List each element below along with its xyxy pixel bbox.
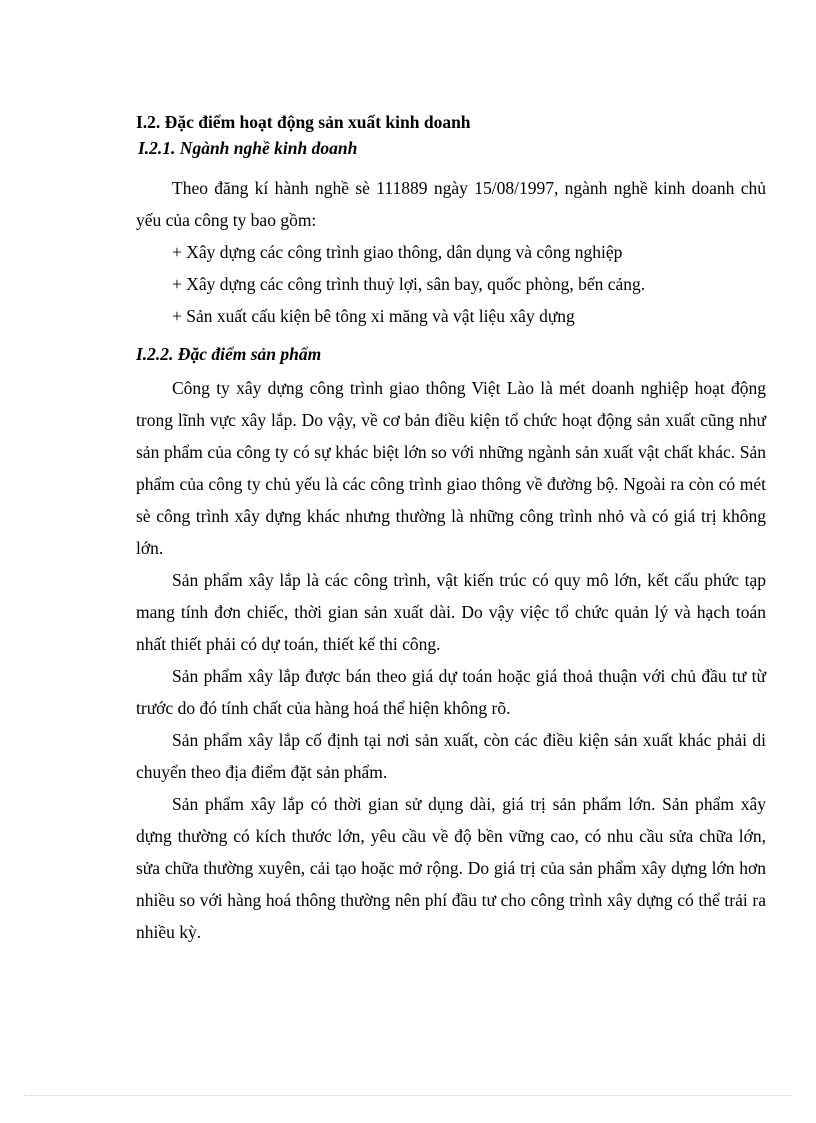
list-item: + Xây dựng các công trình thuỷ lợi, sân bay, quốc phòng, bến cảng.	[172, 274, 646, 294]
business-lines-list	[136, 236, 766, 332]
section-title: I.2. Đặc điểm hoạt động sản xuất kinh doanh	[136, 112, 471, 132]
page-bottom-divider	[24, 1095, 792, 1096]
body-paragraph: Sản phẩm xây lắp có thời gian sử dụng dài, giá trị sản phẩm lớn. Sản phẩm xây dựng thường có kích thước lớn, yêu cầu về độ bền vững cao, có nhu cầu sửa chữa lớn, sửa chữa thường xuyên, cải tạo hoặc mở rộng. Do giá trị của sản phẩm xây dựng lớn hơn nhiều so với hàng hoá thông thường nên phí đầu tư cho công trình xây dựng có thể trải ra nhiều kỳ.	[136, 794, 766, 942]
body-paragraph: Sản phẩm xây lắp là các công trình, vật kiến trúc có quy mô lớn, kết cấu phức tạp mang tính đơn chiếc, thời gian sản xuất dài. Do vậy việc tổ chức quản lý và hạch toán nhất thiết phải có dự toán, thiết kế thi công.	[136, 570, 766, 654]
document-body	[136, 110, 766, 948]
body-paragraph: Công ty xây dựng công trình giao thông Việt Lào là mét doanh nghiệp hoạt động trong lĩnh vực xây lắp. Do vậy, về cơ bản điều kiện tổ chức hoạt động sản xuất cũng như sản phẩm của công ty có sự khác biệt lớn so với những ngành sản xuất vật chất khác. Sản phẩm của công ty chủ yếu là các công trình giao thông về đường bộ. Ngoài ra còn có mét sè công trình xây dựng khác nhưng thường là những công trình nhỏ và có giá trị không lớn.	[136, 378, 766, 558]
intro-paragraph: Theo đăng kí hành nghề sè 111889 ngày 15/08/1997, ngành nghề kinh doanh chủ yếu của công ty bao gồm:	[136, 178, 766, 230]
list-item: + Sản xuất cấu kiện bê tông xi măng và vật liệu xây dựng	[172, 306, 575, 326]
body-paragraph: Sản phẩm xây lắp cố định tại nơi sản xuất, còn các điều kiện sản xuất khác phải di chuyển theo địa điểm đặt sản phẩm.	[136, 730, 766, 782]
body-paragraph: Sản phẩm xây lắp được bán theo giá dự toán hoặc giá thoả thuận với chủ đầu tư từ trước do đó tính chất của hàng hoá thể hiện không rõ.	[136, 666, 766, 718]
subsection-title-2: I.2.2. Đặc điểm sản phẩm	[136, 344, 322, 364]
list-item: + Xây dựng các công trình giao thông, dân dụng và công nghiệp	[172, 242, 623, 262]
subsection-title-1: I.2.1. Ngành nghề kinh doanh	[138, 138, 358, 158]
